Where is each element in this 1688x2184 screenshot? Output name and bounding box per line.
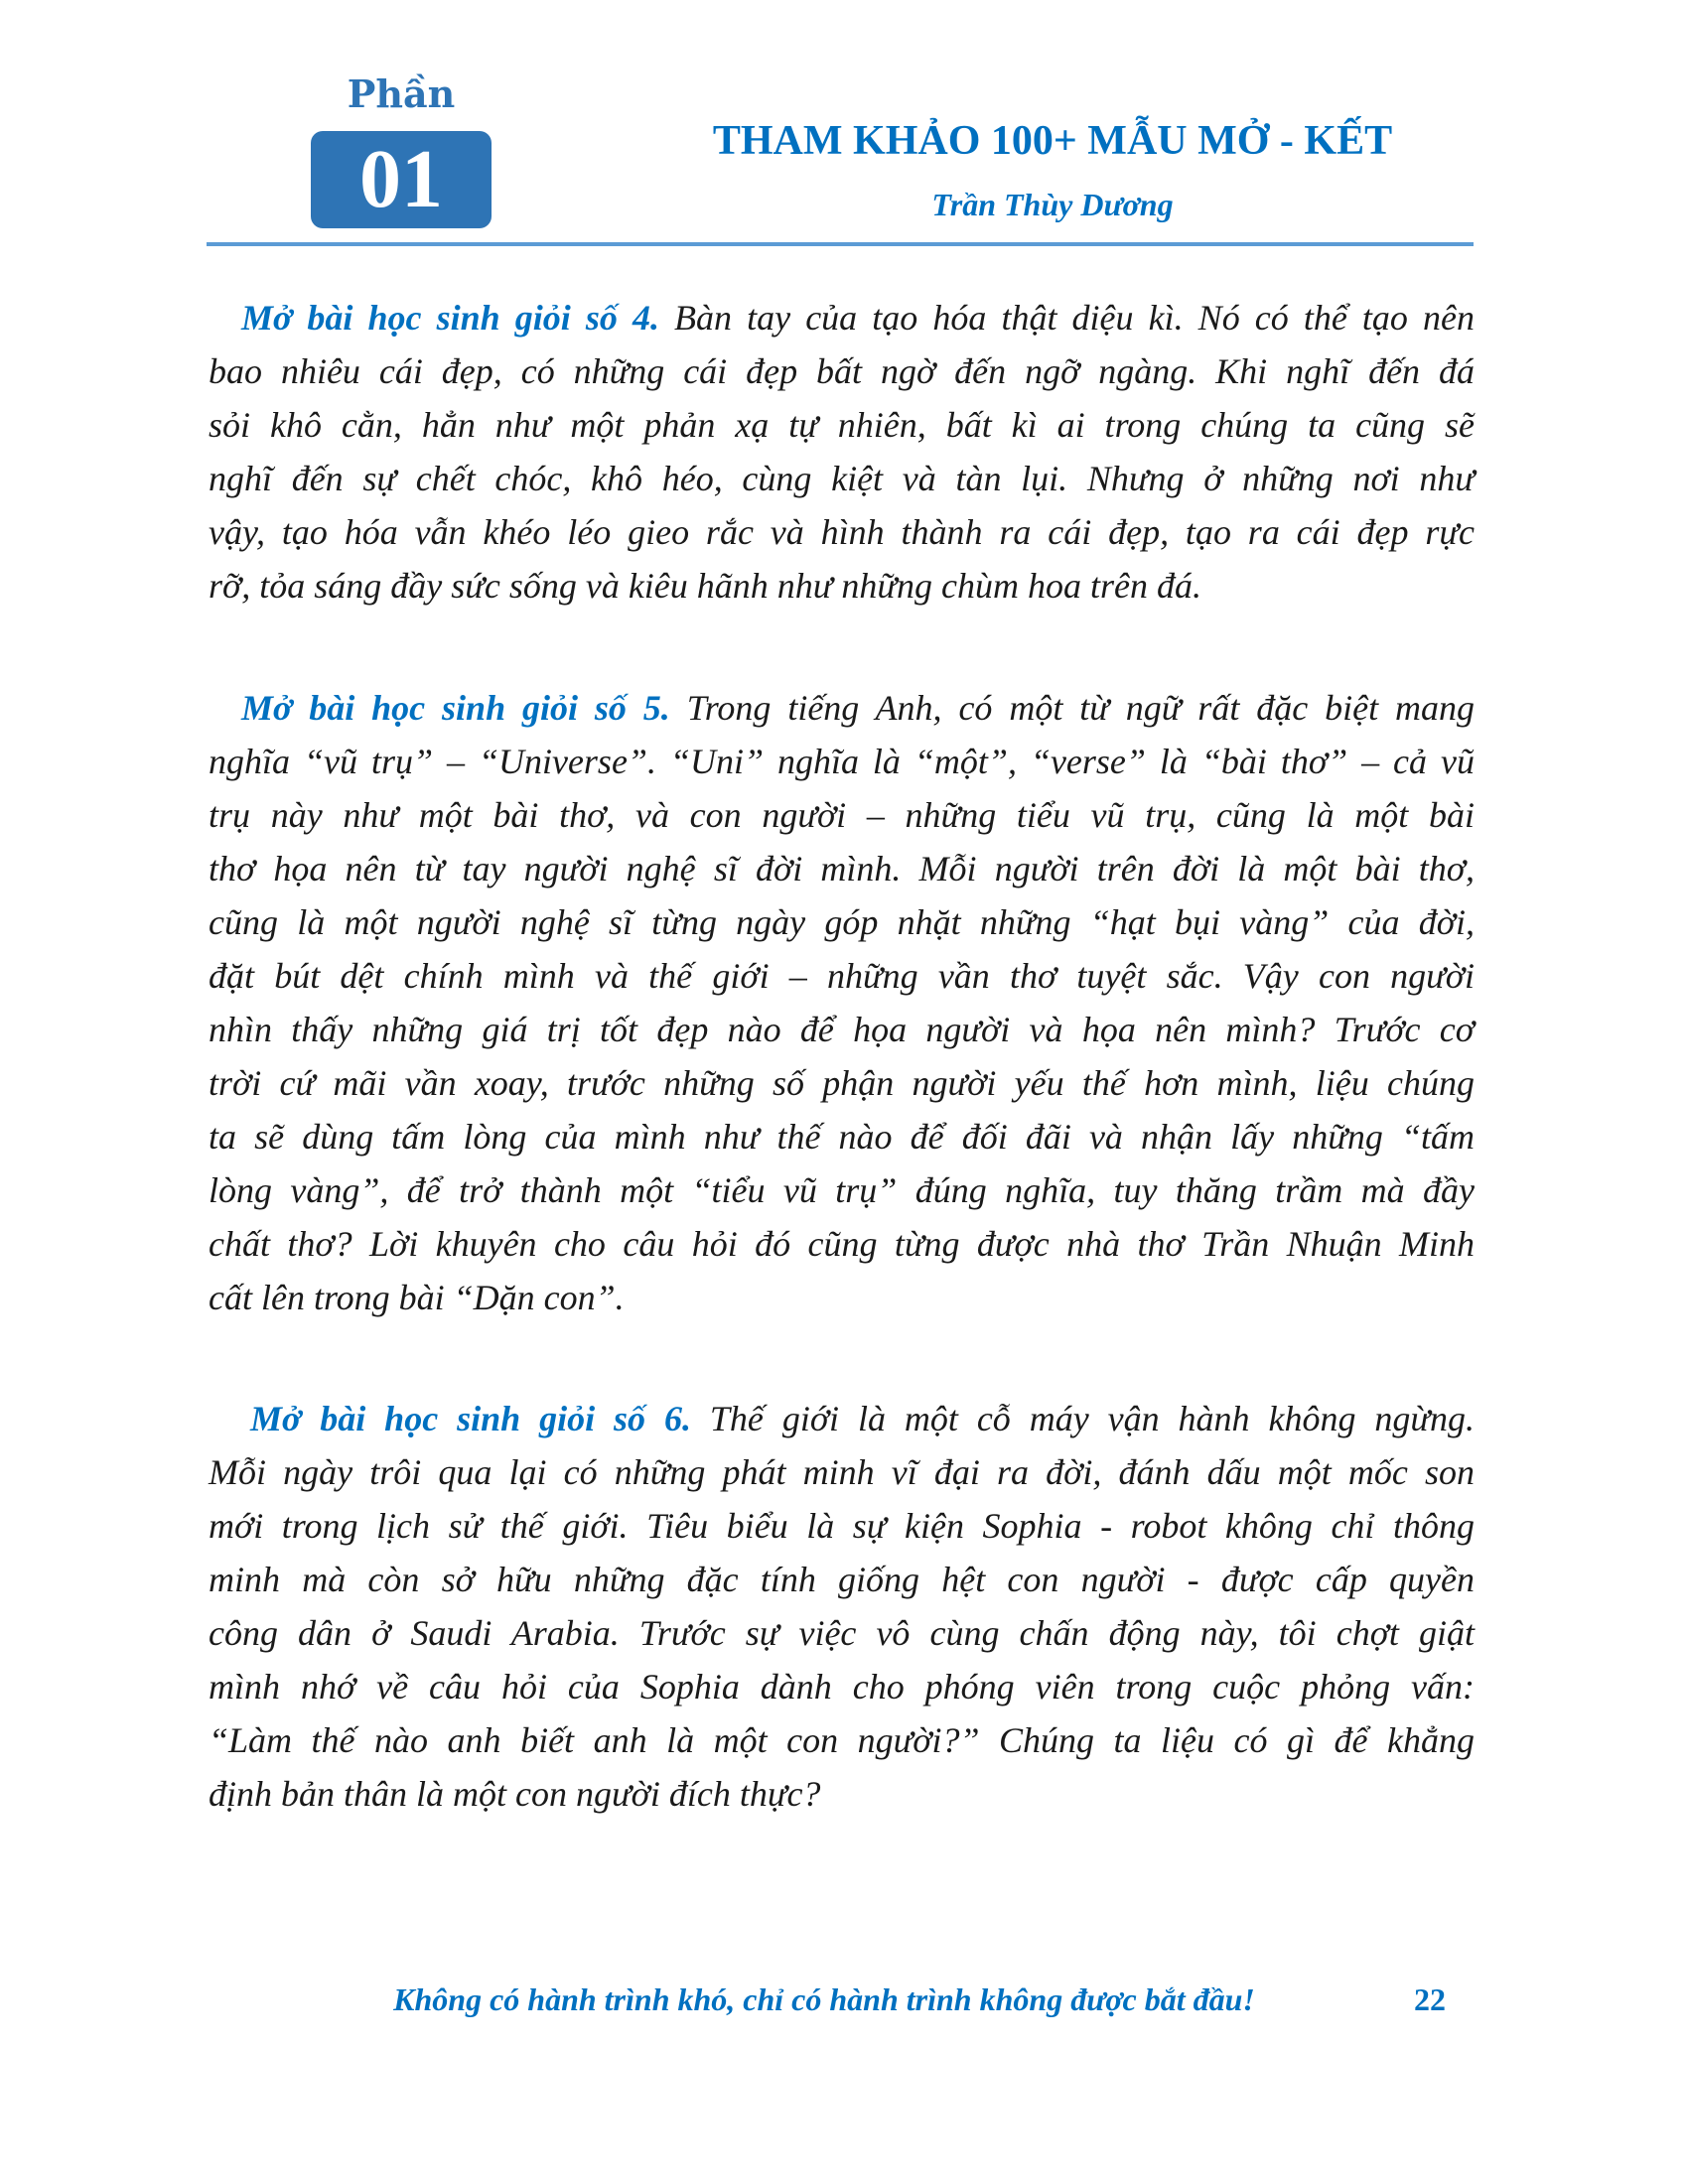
line-text: mới trong lịch sử thế giới. Tiêu biểu là sự kiện Sophia - robot không chỉ thông [209, 1506, 1475, 1546]
text-line [209, 1499, 1475, 1553]
text-line [209, 1110, 1475, 1163]
paragraph-mo-bai-6 [209, 1392, 1475, 1821]
section-label: Phần [347, 71, 456, 116]
line-text: chất thơ? Lời khuyên cho câu hỏi đó cũng từng được nhà thơ Trần Nhuận Minh [209, 1224, 1475, 1264]
line-text: Bàn tay của tạo hóa thật diệu kì. Nó có thể tạo nên [658, 298, 1475, 338]
line-text: sỏi khô cằn, hẳn như một phản xạ tự nhiên, bất kì ai trong chúng ta cũng sẽ [209, 405, 1475, 445]
line-text: thơ họa nên từ tay người nghệ sĩ đời mình. Mỗi người trên đời là một bài thơ, [209, 849, 1475, 888]
text-line [209, 842, 1475, 895]
text-line [209, 681, 1475, 735]
line-text: Mỗi ngày trôi qua lại có những phát minh vĩ đại ra đời, đánh dấu một mốc son [209, 1452, 1475, 1492]
text-line [209, 1713, 1475, 1767]
line-text: mình nhớ về câu hỏi của Sophia dành cho phóng viên trong cuộc phỏng vấn: [209, 1667, 1475, 1706]
text-line [209, 1003, 1475, 1056]
text-line [209, 1217, 1475, 1271]
line-text: trụ này như một bài thơ, và con người – những tiểu vũ trụ, cũng là một bài [209, 795, 1475, 835]
text-line [209, 1392, 1475, 1445]
line-text: nghĩ đến sự chết chóc, khô héo, cùng kiệt và tàn lụi. Nhưng ở những nơi như [209, 459, 1475, 498]
footer-motto: Không có hành trình khó, chỉ có hành trình không được bắt đầu! [393, 1981, 1255, 2017]
header-divider [207, 242, 1474, 246]
line-text: bao nhiêu cái đẹp, có những cái đẹp bất ngờ đến ngỡ ngàng. Khi nghĩ đến đá [209, 351, 1475, 391]
paragraph-mo-bai-4 [209, 291, 1475, 613]
line-text: vậy, tạo hóa vẫn khéo léo gieo rắc và hình thành ra cái đẹp, tạo ra cái đẹp rực [209, 512, 1475, 552]
text-line [209, 344, 1475, 398]
line-text: định bản thân là một con người đích thực? [209, 1774, 821, 1814]
line-text: cất lên trong bài “Dặn con”. [209, 1278, 625, 1317]
text-line [209, 1445, 1475, 1499]
paragraph-heading: Mở bài học sinh giỏi số 5. [241, 688, 670, 728]
line-text: trời cứ mãi vần xoay, trước những số phận người yếu thế hơn mình, liệu chúng [209, 1063, 1475, 1103]
text-line [209, 895, 1475, 949]
page-number: 22 [1414, 1981, 1446, 2017]
text-line [209, 788, 1475, 842]
paragraph-heading: Mở bài học sinh giỏi số 6. [250, 1399, 691, 1438]
text-line [209, 505, 1475, 559]
text-line [209, 1767, 1475, 1821]
line-text: nghĩa “vũ trụ” – “Universe”. “Uni” nghĩa là “một”, “verse” là “bài thơ” – cả vũ [209, 742, 1475, 781]
section-number-badge: 01 [311, 131, 492, 228]
text-line [209, 1660, 1475, 1713]
text-line [209, 949, 1475, 1003]
line-text: nhìn thấy những giá trị tốt đẹp nào để họa người và họa nên mình? Trước cơ [209, 1010, 1475, 1049]
line-text: minh mà còn sở hữu những đặc tính giống hệt con người - được cấp quyền [209, 1560, 1475, 1599]
text-line [209, 1271, 1475, 1324]
author-name: Trần Thùy Dương [931, 187, 1174, 222]
line-text: Trong tiếng Anh, có một từ ngữ rất đặc biệt mang [669, 688, 1475, 728]
line-text: rỡ, tỏa sáng đầy sức sống và kiêu hãnh như những chùm hoa trên đá. [209, 566, 1202, 606]
text-line [209, 1163, 1475, 1217]
text-line [209, 291, 1475, 344]
text-line [209, 1056, 1475, 1110]
line-text: cũng là một người nghệ sĩ từng ngày góp nhặt những “hạt bụi vàng” của đời, [209, 902, 1475, 942]
text-line [209, 1606, 1475, 1660]
text-line [209, 735, 1475, 788]
line-text: công dân ở Saudi Arabia. Trước sự việc vô cùng chấn động này, tôi chợt giật [209, 1613, 1475, 1653]
line-text: “Làm thế nào anh biết anh là một con người?” Chúng ta liệu có gì để khẳng [209, 1720, 1475, 1760]
paragraph-mo-bai-5 [209, 681, 1475, 1324]
text-line [209, 1553, 1475, 1606]
text-line [209, 452, 1475, 505]
paragraph-heading: Mở bài học sinh giỏi số 4. [241, 298, 659, 338]
line-text: Thế giới là một cỗ máy vận hành không ngừng. [690, 1399, 1476, 1438]
line-text: ta sẽ dùng tấm lòng của mình như thế nào để đối đãi và nhận lấy những “tấm [209, 1117, 1475, 1157]
text-line [209, 398, 1475, 452]
line-text: đặt bút dệt chính mình và thế giới – những vần thơ tuyệt sắc. Vậy con người [209, 956, 1475, 996]
text-line [209, 559, 1475, 613]
line-text: lòng vàng”, để trở thành một “tiểu vũ trụ” đúng nghĩa, tuy thăng trầm mà đầy [209, 1170, 1475, 1210]
page-title: THAM KHẢO 100+ MẪU MỞ - KẾT [712, 118, 1393, 164]
